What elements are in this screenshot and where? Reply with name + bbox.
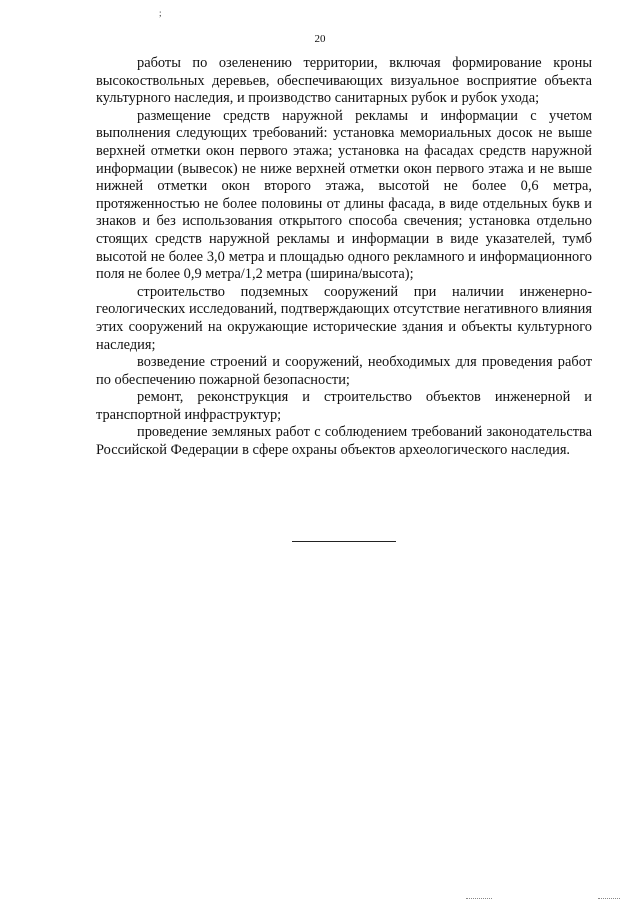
closing-rule xyxy=(292,541,396,542)
paragraph-infrastructure: ремонт, реконструкция и строительство объектов инженерной и транспортной инфраструктур; xyxy=(96,389,592,423)
document-body xyxy=(96,55,592,460)
paragraph-underground-construction: строительство подземных сооружений при наличии инженерно-геологических исследований, подтверждающих отсутствие негативного влияния этих сооружений на окружающие исторические здания и объекты культурного наследия; xyxy=(96,283,592,353)
footer-mark xyxy=(466,898,492,899)
paragraph-fire-safety: возведение строений и сооружений, необходимых для проведения работ по обеспечению пожарной безопасности; xyxy=(96,354,592,388)
paragraph-earthworks: проведение земляных работ с соблюдением требований законодательства Российской Федерации в сфере охраны объектов археологического наследия. xyxy=(96,424,592,459)
footer-mark xyxy=(598,898,620,899)
page-number: 20 xyxy=(314,33,326,45)
paragraph-advertising: размещение средств наружной рекламы и информации с учетом выполнения следующих требований: установка мемориальных досок не выше верхней отметки окон первого этажа; установка на фасадах средств наружной информации (вывесок) не ниже верхней отметки окон первого этажа и не выше нижней отметки окон второго этажа, высотой не более 0,6 метра, протяженностью не более половины от длины фасада, в виде отдельных букв и знаков и без использования открытого способа свечения; установка отдельно стоящих средств наружной рекламы и информации в виде указателей, тумб высотой не более 3,0 метра и площадью одного рекламного и информационного поля не более 0,9 метра/1,2 метра (ширина/высота); xyxy=(96,107,592,283)
paragraph-landscaping: работы по озеленению территории, включая формирование кроны высокоствольных деревьев, обеспечивающих визуальное восприятие объекта культурного наследия, и производство санитарных рубок и рубок ухода; xyxy=(96,55,592,107)
scan-speck: ; xyxy=(159,8,162,18)
